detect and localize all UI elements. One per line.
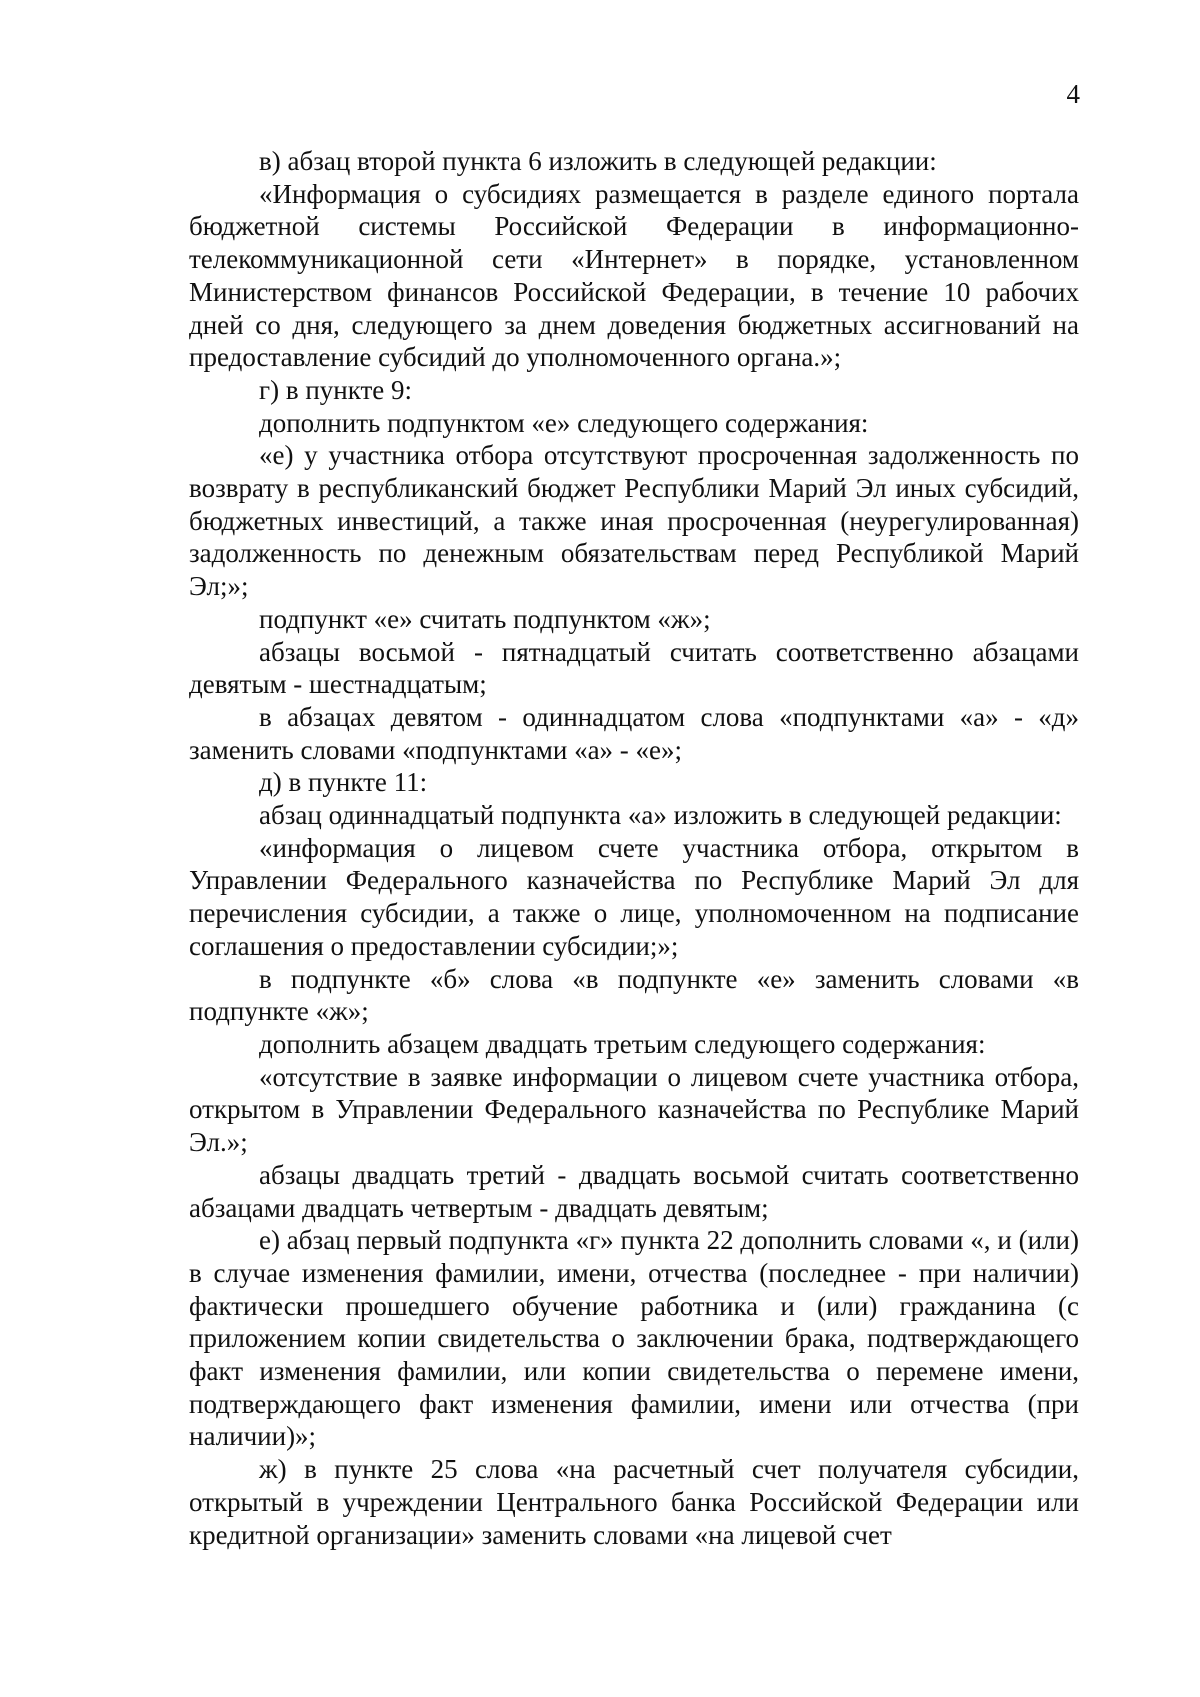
- paragraph-zh-item: ж) в пункте 25 слова «на расчетный счет получателя субсидии, открытый в учреждении Центрального банка Российской Федерации или кредитной организации» заменить словами «на лицевой счет: [189, 1454, 1079, 1550]
- paragraph-subitem-b: в подпункте «б» слова «в подпункте «е» заменить словами «в подпункте «ж»;: [189, 963, 1079, 1027]
- paragraph-replace-words: в абзацах девятом - одиннадцатом слова «подпунктами «а» - «д» заменить словами «подпунктами «а» - «е»;: [189, 701, 1079, 765]
- paragraph-renumber-subitem: подпункт «е» считать подпунктом «ж»;: [259, 603, 711, 634]
- paragraph-renumber-abzacy: абзацы восьмой - пятнадцатый считать соответственно абзацами девятым - шестнадцатым;: [189, 636, 1079, 700]
- paragraph-subsidy-info-quote: «Информация о субсидиях размещается в разделе единого портала бюджетной системы Российской Федерации в информационно-телекоммуникационной сети «Интернет» в порядке, установленном Министерством финансов Российской Федерации, в течение 10 рабочих дней со дня, следующего за днем доведения бюджетных ассигнований на предоставление субсидий до уполномоченного органа.»;: [189, 178, 1079, 373]
- paragraph-e-item: е) абзац первый подпункта «г» пункта 22 дополнить словами «, и (или) в случае изменения фамилии, имени, отчества (последнее - при наличии) фактически прошедшего обучение работника и (или) гражданина (с приложением копии свидетельства о заключении брака, подтверждающего факт изменения фамилии, или копии свидетельства о перемене имени, подтверждающего факт изменения фамилии, имени или отчества (при наличии)»;: [189, 1225, 1079, 1452]
- paragraph-g-item: г) в пункте 9:: [259, 374, 413, 405]
- paragraph-add-subitem-e: дополнить подпунктом «е» следующего содержания:: [259, 407, 869, 438]
- paragraph-absence-quote: «отсутствие в заявке информации о лицевом счете участника отбора, открытом в Управлении Федерального казначейства по Республике Марий Эл.»;: [189, 1061, 1079, 1158]
- page-number: 4: [1066, 79, 1080, 109]
- paragraph-subitem-e-quote: «е) у участника отбора отсутствуют просроченная задолженность по возврату в республиканский бюджет Республики Марий Эл иных субсидий, бюджетных инвестиций, а также иная просроченная (неурегулированная) задолженность по денежным обязательствам перед Республикой Марий Эл;»;: [189, 440, 1079, 602]
- paragraph-renumber-23-28: абзацы двадцать третий - двадцать восьмой считать соответственно абзацами двадцать четвертым - двадцать девятым;: [189, 1159, 1079, 1223]
- paragraph-abzac-eleven: абзац одиннадцатый подпункта «а» изложить в следующей редакции:: [259, 800, 1062, 831]
- paragraph-v-item: в) абзац второй пункта 6 изложить в следующей редакции:: [259, 146, 937, 176]
- document-body: [189, 145, 1079, 1551]
- paragraph-account-info-quote: «информация о лицевом счете участника отбора, открытом в Управлении Федерального казначейства по Республике Марий Эл для перечисления субсидии, а также о лице, уполномоченном на подписание соглашения о предоставлении субсидии;»;: [189, 832, 1079, 961]
- paragraph-d-item: д) в пункте 11:: [259, 767, 428, 798]
- paragraph-add-abzac-23: дополнить абзацем двадцать третьим следующего содержания:: [259, 1028, 986, 1059]
